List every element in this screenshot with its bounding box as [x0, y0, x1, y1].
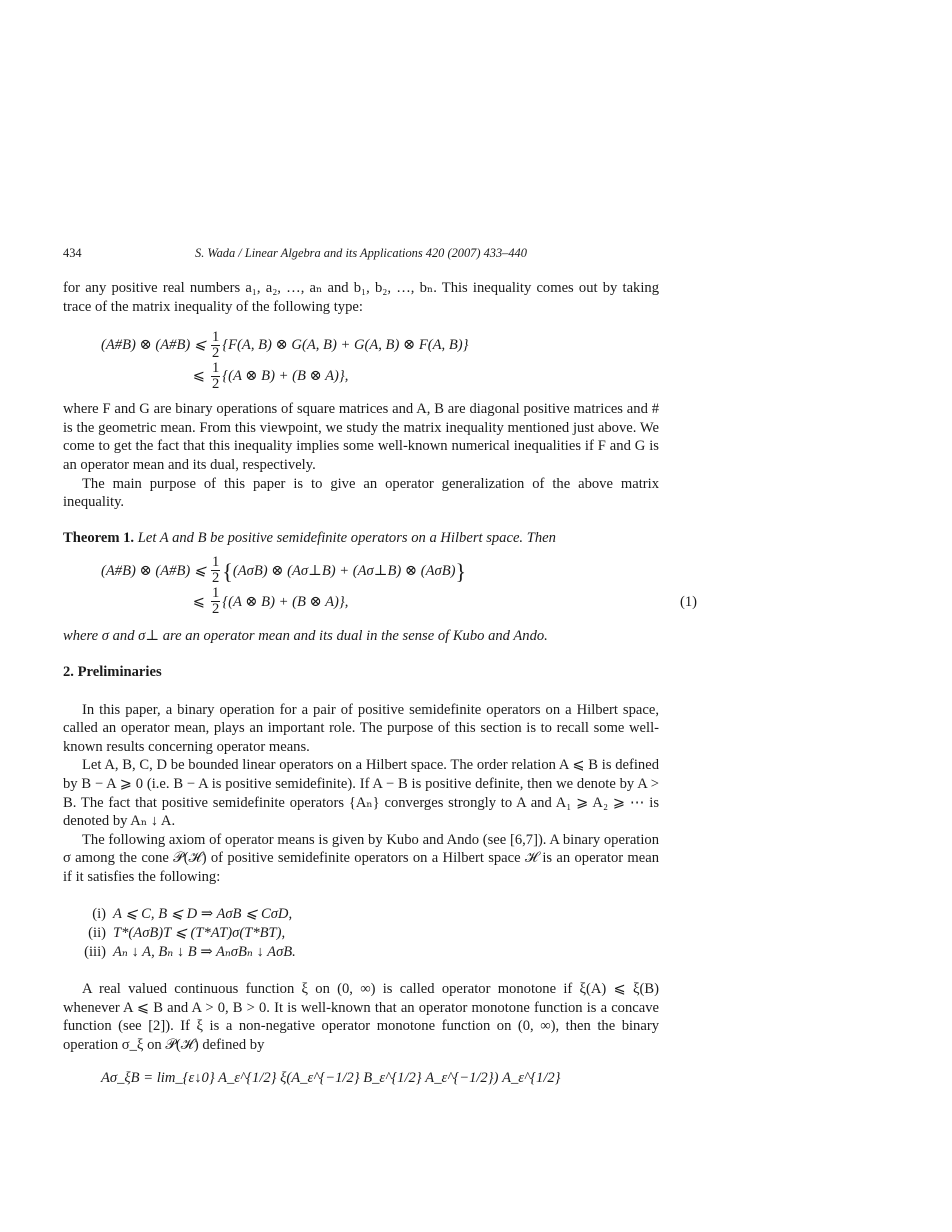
axiom-label: (iii) [84, 943, 106, 960]
intro-paragraph-2: where F and G are binary operations of square matrices and A, B are diagonal positive matrices and # is the geometric mean. From this viewpoint, we study the matrix inequality mentioned just above. We come to get the fact that this inequality implies some well-known numerical inequalities if F and G is an operator mean and its dual, respectively. [63, 401, 659, 473]
final-equation: Aσ_ξB = lim_{ε↓0} A_ε^{1/2} ξ(A_ε^{−1/2} B_ε^{1/2} A_ε^{−1/2}) A_ε^{1/2} [101, 1069, 561, 1086]
matrix-inequality: (A#B) ⊗ (A#B) ⩽ $\frac{1}{2}$ {F(A, B) ⊗ G(A, B) + G(A, B) ⊗ F(A, B)} ⩽ $\frac{1}{2}$ {(A ⊗ B) + (B ⊗ A)}, [101, 329, 469, 393]
list-item [76, 905, 659, 924]
operator-mean-formula [101, 1069, 659, 1088]
list-item [76, 924, 659, 943]
theorem-equation: (A#B) ⊗ (A#B) ⩽ $\frac{1}{2}$ { (AσB) ⊗ (Aσ⊥B) + (Aσ⊥B) ⊗ (AσB) } ⩽ $\frac{1}{2}$ {(A ⊗ B) + (B ⊗ A)}, (1) [101, 554, 697, 618]
theorem-after: where σ and σ⊥ are an operator mean and its dual in the sense of Kubo and Ando. [63, 628, 548, 645]
theorem-eq-rhs2: {(A ⊗ B) + (B ⊗ A)}, [222, 593, 349, 610]
section-heading: 2. Preliminaries [63, 663, 162, 680]
page [63, 244, 697, 1087]
theorem-1 [63, 529, 659, 548]
theorem-statement: Let A and B be positive semidefinite operators on a Hilbert space. Then [137, 529, 556, 546]
running-header [63, 244, 659, 262]
section-paragraph-4: A real valued continuous function ξ on (0, ∞) is called operator monotone if ξ(A) ⩽ ξ(B) whenever A ⩽ B and A > 0, B > 0. It is well-known that an operator monotone function is a concave function (see [2]). If ξ is a non-negative operator monotone function on (0, ∞), then the binary operation σ_ξ on 𝒫(ℋ) defined by [63, 981, 659, 1054]
axiom-text: A ⩽ C, B ⩽ D ⇒ AσB ⩽ CσD, [113, 906, 293, 923]
section-paragraph-1: In this paper, a binary operation for a pair of positive semidefinite operators on a Hilbert space, called an operator mean, plays an important role. The purpose of this section is to recall some well-known results concerning operator means. [63, 701, 659, 755]
theorem-eq-lhs: (A#B) ⊗ (A#B) ⩽ [101, 562, 207, 579]
theorem-label: Theorem 1. [63, 529, 135, 546]
axiom-label: (ii) [88, 925, 106, 942]
fraction-half: $\frac{1}{2}$ [212, 554, 220, 587]
axiom-label: (i) [92, 906, 106, 923]
section-paragraph-3: The following axiom of operator means is given by Kubo and Ando (see [6,7]). A binary operation σ among the cone 𝒫(ℋ) of positive semidefinite operators on a Hilbert space ℋ is an operator mean if it satisfies the following: [63, 831, 659, 885]
running-title: S. Wada / Linear Algebra and its Applications 420 (2007) 433–440 [195, 246, 527, 260]
fraction-half: $\frac{1}{2}$ [212, 360, 220, 393]
eq-a-rhs1: {F(A, B) ⊗ G(A, B) + G(A, B) ⊗ F(A, B)} [222, 337, 469, 354]
theorem-eq-rhs1: (AσB) ⊗ (Aσ⊥B) + (Aσ⊥B) ⊗ (AσB) [232, 562, 456, 579]
axiom-text: Aₙ ↓ A, Bₙ ↓ B ⇒ AₙσBₙ ↓ AσB. [113, 943, 296, 960]
list-item [76, 943, 659, 962]
axiom-list [76, 905, 659, 961]
axiom-text: T*(AσB)T ⩽ (T*AT)σ(T*BT), [113, 925, 286, 942]
section-paragraph-2: Let A, B, C, D be bounded linear operators on a Hilbert space. The order relation A ⩽ B is defined by B − A ⩾ 0 (i.e. B − A is positive semidefinite). If A − B is positive definite, then we denote by A > B. The fact that positive semidefinite operators {Aₙ} converges strongly to A and A₁ ⩾ A₂ ⩾ ⋯ is denoted by Aₙ ↓ A. [63, 757, 659, 830]
equation-number: (1) [679, 593, 697, 610]
page-number: 434 [63, 246, 82, 260]
fraction-half: $\frac{1}{2}$ [212, 585, 220, 618]
intro-paragraph-3: The main purpose of this paper is to give an operator generalization of the above matrix inequality. [63, 475, 659, 511]
eq-a-rhs2: {(A ⊗ B) + (B ⊗ A)}, [222, 368, 349, 385]
fraction-half: $\frac{1}{2}$ [212, 329, 220, 362]
eq-a-lhs: (A#B) ⊗ (A#B) ⩽ [101, 337, 207, 354]
intro-paragraph-1: for any positive real numbers a₁, a₂, …, aₙ and b₁, b₂, …, bₙ. This inequality comes out by taking trace of the matrix inequality of the following type: [63, 280, 659, 315]
